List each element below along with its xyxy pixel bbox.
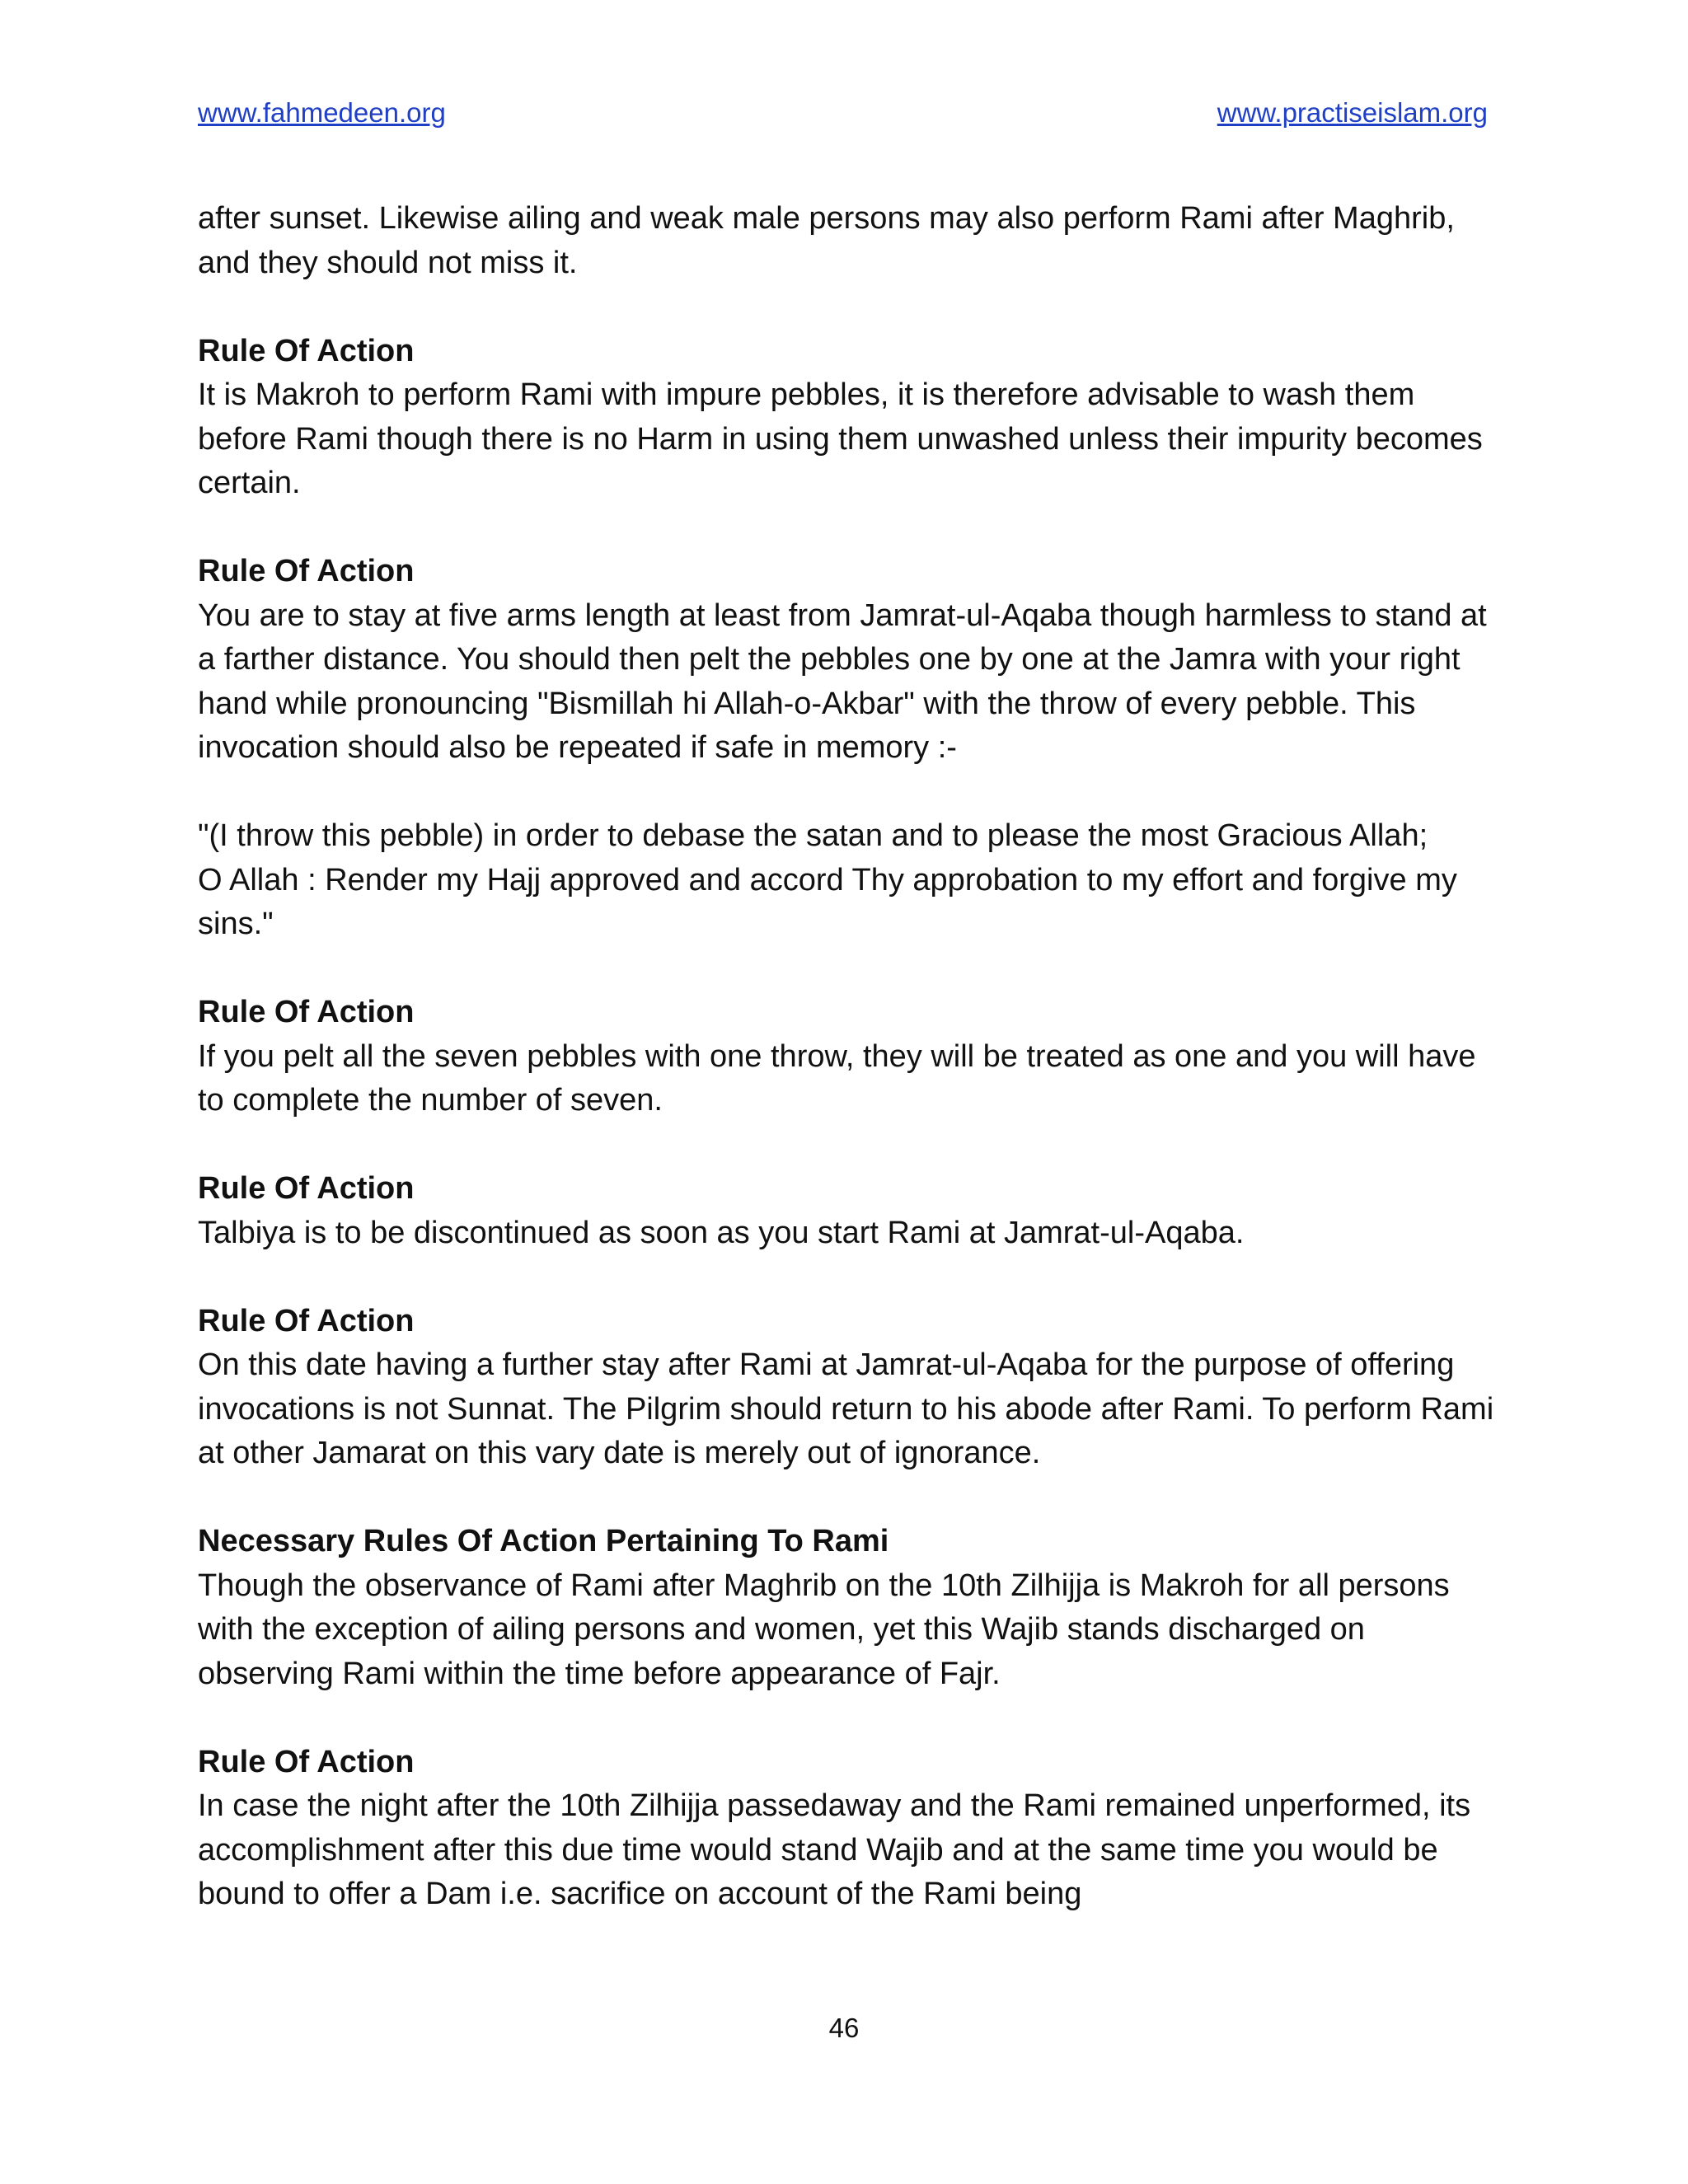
section-body: Talbiya is to be discontinued as soon as you start Rami at Jamrat-ul-Aqaba. — [198, 1215, 1245, 1250]
section-heading: Rule Of Action — [198, 1744, 415, 1779]
page-header — [198, 97, 1488, 129]
practiseislam-link[interactable]: www.practiseislam.org — [1217, 97, 1488, 128]
section-body: It is Makroh to perform Rami with impure pebbles, it is therefore advisable to wash them before Rami though there is no Harm in using them unwashed unless their impurity becomes certain. — [198, 377, 1483, 500]
rule-section — [198, 1741, 1500, 1917]
section-body: On this date having a further stay after Rami at Jamrat-ul-Aqaba for the purpose of offering invocations is not Sunnat. The Pilgrim should return to his abode after Rami. To perform Rami at other Jamarat on this vary date is merely out of ignorance. — [198, 1347, 1494, 1470]
rule-section — [198, 1300, 1500, 1476]
invocation-quote — [198, 814, 1500, 947]
section-heading: Rule Of Action — [198, 995, 415, 1029]
rule-section — [198, 1520, 1500, 1696]
section-heading: Rule Of Action — [198, 333, 415, 368]
rule-section — [198, 991, 1500, 1123]
invocation-line: "(I throw this pebble) in order to debase the satan and to please the most Gracious Allah; — [198, 818, 1428, 853]
page-content — [198, 197, 1500, 1961]
section-heading: Necessary Rules Of Action Pertaining To Rami — [198, 1524, 889, 1558]
intro-paragraph: after sunset. Likewise ailing and weak male persons may also perform Rami after Maghrib, and they should not miss it. — [198, 201, 1455, 280]
section-body: If you pelt all the seven pebbles with one throw, they will be treated as one and you will have to complete the number of seven. — [198, 1038, 1476, 1118]
section-body: Though the observance of Rami after Maghrib on the 10th Zilhijja is Makroh for all persons with the exception of ailing persons and women, yet this Wajib stands discharged on observing Rami within the time before appearance of Fajr. — [198, 1568, 1450, 1691]
invocation-line: O Allah : Render my Hajj approved and accord Thy approbation to my effort and forgive my sins." — [198, 862, 1457, 941]
section-heading: Rule Of Action — [198, 1303, 415, 1338]
rule-section — [198, 1167, 1500, 1255]
fahmedeen-link[interactable]: www.fahmedeen.org — [198, 97, 446, 128]
section-heading: Rule Of Action — [198, 1171, 415, 1206]
section-heading: Rule Of Action — [198, 554, 415, 588]
section-body: You are to stay at five arms length at least from Jamrat-ul-Aqaba though harmless to stand at a farther distance. You should then pelt the pebbles one by one at the Jamra with your right hand while pronouncing "Bismillah hi Allah-o-Akbar" with the throw of every pebble. This invocation should also be repeated if safe in memory :- — [198, 598, 1487, 765]
section-body: In case the night after the 10th Zilhijja passedaway and the Rami remained unperformed, its accomplishment after this due time would stand Wajib and at the same time you would be bound to offer a Dam i.e. sacrifice on account of the Rami being — [198, 1788, 1471, 1911]
page-number: 46 — [828, 2013, 860, 2043]
rule-section — [198, 550, 1500, 771]
rule-section — [198, 330, 1500, 506]
